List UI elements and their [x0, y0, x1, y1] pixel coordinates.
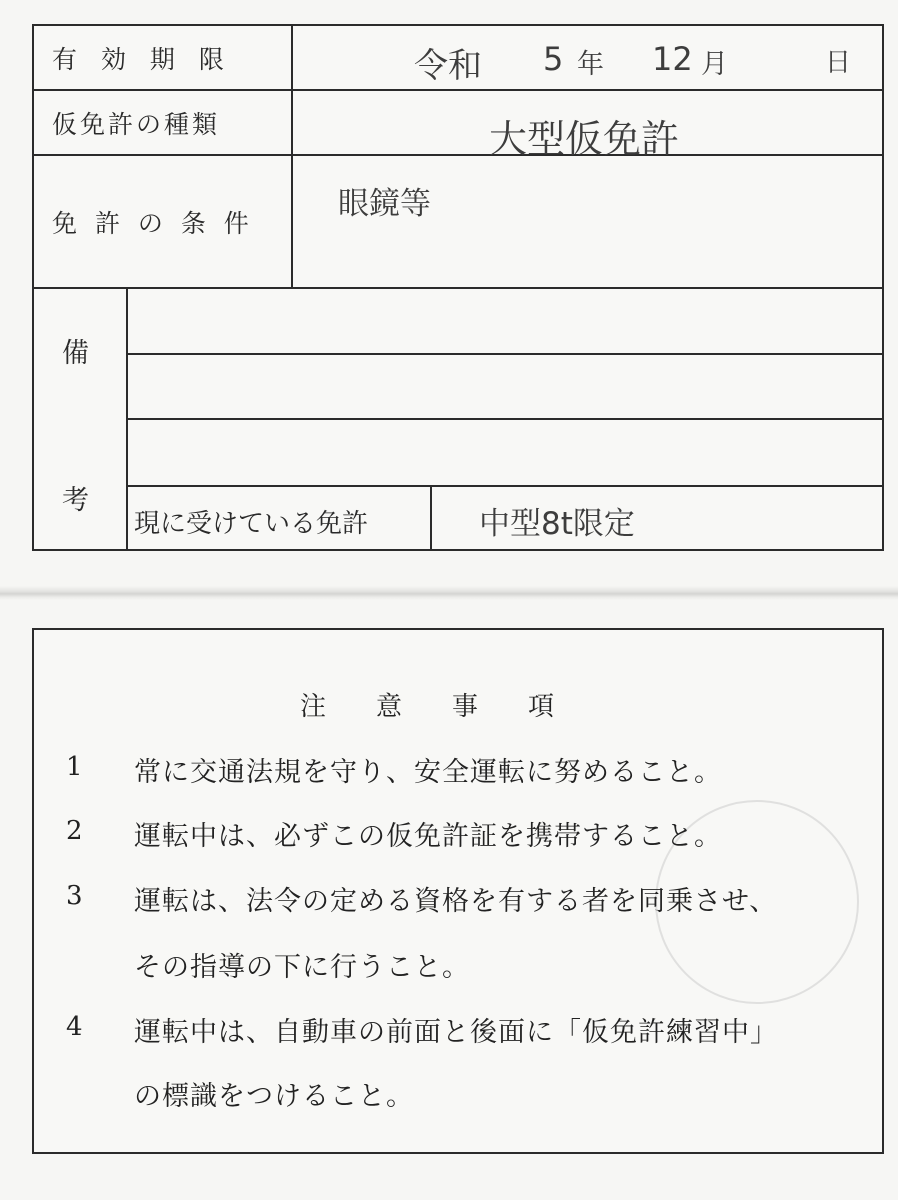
expiry-year-unit: 年: [577, 49, 604, 80]
row-divider: [32, 154, 884, 156]
fold-crease: [0, 586, 898, 600]
conditions-value: 眼鏡等: [338, 186, 431, 222]
notice-item-number: 1: [66, 752, 83, 782]
current-license-value: 中型8t限定: [479, 506, 635, 542]
expiry-month: 12: [652, 40, 693, 78]
row-divider: [32, 89, 884, 91]
expiry-day-unit: 日: [825, 48, 852, 78]
notice-item-number: 3: [66, 881, 83, 911]
notice-item-text: 常に交通法規を守り、安全運転に努めること。: [134, 757, 722, 788]
notice-item-text: 運転中は、必ずこの仮免許証を携帯すること。: [134, 821, 722, 852]
license-type-label: 仮免許の種類: [52, 110, 221, 139]
expiry-month-unit: 月: [701, 49, 728, 80]
remarks-label-bottom: 考: [62, 485, 89, 516]
row-divider: [32, 287, 884, 289]
current-license-label: 現に受けている免許: [134, 509, 369, 539]
row-divider: [126, 418, 884, 420]
conditions-label: 免 許 の 条 件: [52, 209, 254, 238]
notice-item-text: その指導の下に行うこと。: [134, 952, 470, 983]
row-divider: [126, 353, 884, 355]
notice-item-number: 4: [66, 1012, 83, 1042]
expiry-era: 令和: [414, 46, 482, 86]
license-type-value: 大型仮免許: [489, 117, 680, 161]
notice-item-text: 運転中は、自動車の前面と後面に「仮免許練習中」: [134, 1017, 778, 1048]
notice-item-number: 2: [66, 816, 83, 846]
notice-title: 注意事項: [300, 692, 605, 722]
notice-item-text: 運転は、法令の定める資格を有する者を同乗させ、: [134, 886, 778, 917]
column-divider: [430, 486, 432, 551]
column-divider: [126, 288, 128, 551]
column-divider: [291, 24, 293, 288]
row-divider: [126, 485, 884, 487]
remarks-label-top: 備: [62, 338, 89, 369]
expiry-year: 5: [543, 40, 564, 78]
notice-item-text: の標識をつけること。: [134, 1081, 414, 1112]
expiry-label: 有 効 期 限: [52, 45, 232, 74]
